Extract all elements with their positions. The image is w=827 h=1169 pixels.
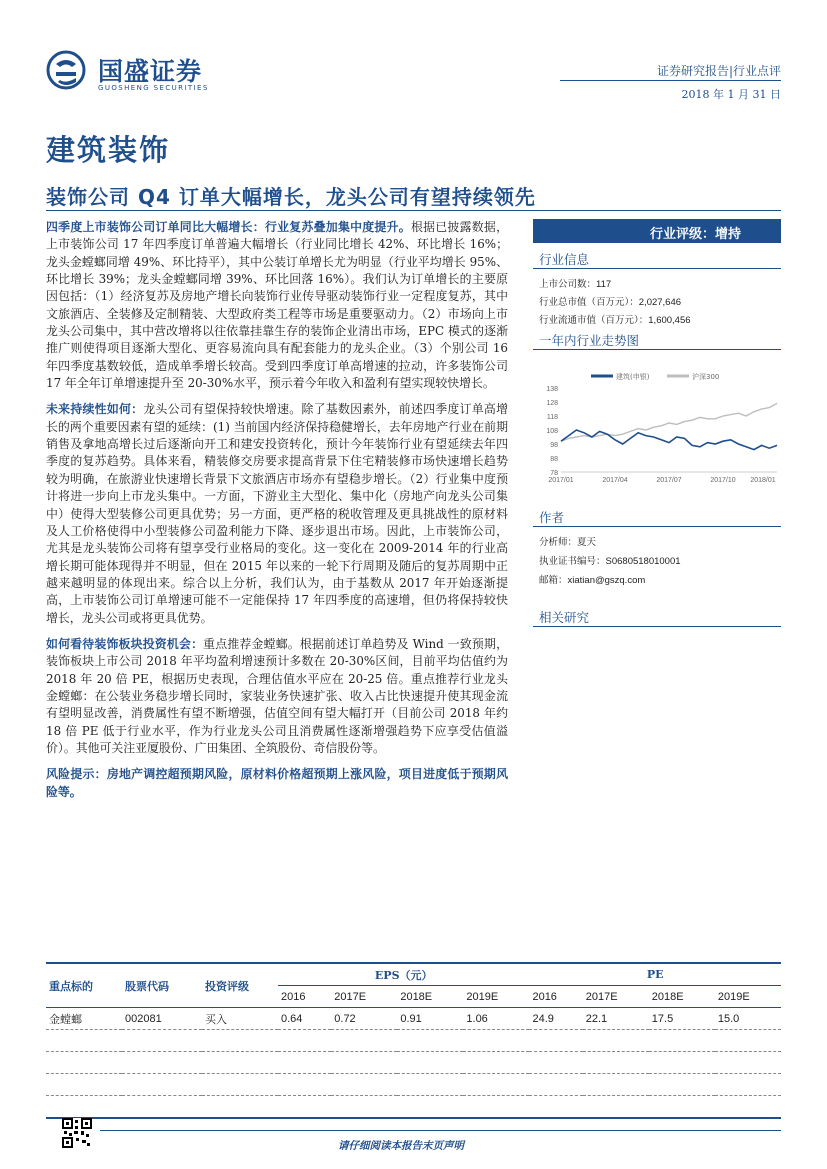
y-tick-label: 138 (546, 386, 558, 393)
th-year: 2019E (466, 990, 499, 1003)
paragraph: 未来持续性如何：龙头公司有望保持较快增速。除了基数因素外，前述四季度订单高增长的两个重要因素有望的延续：(1) 当前国内经济保持稳健增长，去年房地产行业在前期销售及拿地高增长过后逐渐向开工和建安投资转化，预计今年装饰行业有望延续去年四季度的复苏趋势。具体来看，精装修交房要求提高背景下住宅精装修市场快速增长趋势较为明确，在旅游业快速增长背景下文旅酒店市场亦有望稳步增长。（2）行业集中度预计将进一步向上市龙头集中。一方面，下游业主大型化、集中化（房地产向龙头公司集中）使得大型装修公司更具优势；另一方面，更严格的税收管理及更具挑战性的原材料及人工价格使得中小型装修公司盈利能力下降、逐步退出市场。因此，上市装饰公司，尤其是龙头装饰公司将有望享受行业格局的变化。这一变化在 2009-2014 年的行业高增长期可能体现得并不明显，但在 2015 年以来的一轮下行周期及随后的复苏周期中正越来越明显的体现出来。综合以上分析，我们认为，由于基数从 2017 年开始逐渐提高，上市装饰公司订单增速可能不一定能保持 17 年四季度的高速增，但仍将保持较快增长，龙头公司或将更具优势。 (46, 402, 508, 625)
forecast-table (46, 962, 781, 1119)
legend-label: 建筑(申银) (616, 373, 650, 381)
report-type: 证券研究报告|行业点评 (656, 64, 781, 78)
th-stock: 重点标的 (49, 979, 93, 993)
table-row (46, 1074, 781, 1096)
industry-rating: 行业评级：增持 (533, 219, 781, 243)
series-line-jianzhu (561, 430, 777, 450)
logo-name: 国盛证券 (98, 57, 203, 86)
th-year: 2016 (532, 990, 557, 1003)
logo-icon (46, 50, 90, 90)
y-tick-label: 78 (550, 470, 558, 477)
th-year: 2018E (651, 990, 684, 1003)
section-divider (533, 349, 781, 350)
paragraph: 如何看待装饰板块投资机会：重点推荐金螳螂。根据前述订单趋势及 Wind 一致预期，装饰板块上市公司 2018 年平均盈利增速预计多数在 20-30%区间，目前平均估值约为 2018 年 20 倍 PE，根据历史表现，合理估值水平应在 20-25 倍。重点推荐行业龙头金螳螂：在公装业务稳步增长同时，家装业务快速扩张、收入占比快速提升使其现金流有望明显改善，消费属性有望不断增强，估值空间有望大幅打开（目前公司 2018 年约 18 倍 PE 低于行业水平，作为行业龙头公司且消费属性逐渐增强趋势下应享受估值溢价）。其他可关注亚厦股份、广田集团、全筑股份、奇信股份等。 (46, 636, 508, 755)
th-year: 2019E (717, 990, 750, 1003)
trend-title: 一年内行业走势图 (539, 333, 640, 348)
y-tick-label: 88 (550, 456, 558, 463)
footer-note: 请仔细阅读本报告末页声明 (338, 1140, 464, 1152)
x-tick-label: 2017/01 (548, 477, 574, 484)
trend-chart (533, 360, 781, 490)
th-pe: PE (529, 963, 781, 986)
info-row: 行业总市值（百万元）：2,027,646 (539, 297, 682, 308)
author-row: 执业证书编号：S0680518010001 (539, 556, 681, 567)
paragraph: 四季度上市装饰公司订单同比大幅增长：行业复苏叠加集中度提升。根据已披露数据，上市装饰公司 17 年四季度订单普遍大幅增长（行业同比增长 42%、环比增长 16%；龙头金螳螂同增 49%、环比持平），其中公装订单增长尤为明显（行业平均增长 95%、环比增长 39%；龙头金螳螂同增 39%、环比回落 16%）。我们认为订单增长的主要原因包括：（1）经济复苏及房地产增长向装饰行业传导驱动装饰行业一定程度复苏，其中文旅酒店、全装修及定制精装、大型政府类工程等市场是重要驱动力。（2）市场向上市龙头公司集中，其中营改增将以往依靠挂靠生存的装饰企业清出市场，EPC 模式的逐渐推广则使得项目逐渐大型化、更容易流向具有配套能力的龙头企业。（3）个别公司 16 年四季度基数较低，造成单季增长较高。受到四季度订单高增速的拉动，许多装饰公司 17 年全年订单增速提升至 20-30%水平，预示着今年收入和盈利有望实现较快增长。 (46, 220, 508, 391)
info-row: 行业流通市值（百万元）：1,600,456 (539, 315, 691, 326)
header-divider (560, 80, 781, 81)
author-row: 分析师：夏天 (539, 537, 597, 548)
th-year: 2017E (334, 990, 367, 1003)
x-tick-label: 2017/10 (710, 477, 736, 484)
table-row (46, 1030, 781, 1052)
y-tick-label: 98 (550, 442, 558, 449)
author-title: 作者 (539, 510, 565, 525)
body-text (46, 219, 508, 810)
author-row: 邮箱：xiatian@gszq.com (539, 575, 646, 586)
title-divider (46, 210, 781, 211)
info-title: 行业信息 (539, 252, 590, 267)
th-year: 2016 (281, 990, 306, 1003)
th-year: 2018E (400, 990, 433, 1003)
x-tick-label: 2018/01 (750, 477, 776, 484)
section-divider (533, 268, 781, 269)
related-title: 相关研究 (539, 610, 590, 625)
th-rating: 投资评级 (205, 979, 249, 993)
risk-warning: 风险提示：房地产调控超预期风险，原材料价格超预期上涨风险，项目进度低于预期风险等。 (46, 767, 508, 799)
report-date: 2018 年 1 月 31 日 (681, 88, 781, 101)
th-eps: EPS（元） (278, 963, 529, 986)
table-row (46, 1052, 781, 1074)
x-tick-label: 2017/07 (656, 477, 682, 484)
section-divider (533, 626, 781, 627)
info-row: 上市公司数：117 (539, 279, 612, 290)
th-year: 2017E (585, 990, 618, 1003)
y-tick-label: 108 (546, 428, 558, 435)
y-tick-label: 118 (546, 414, 558, 421)
report-title: 装饰公司 Q4 订单大幅增长，龙头公司有望持续领先 (46, 185, 536, 209)
footer-divider (100, 1130, 781, 1131)
industry-title: 建筑装饰 (46, 133, 171, 167)
x-tick-label: 2017/04 (602, 477, 628, 484)
logo-en: GUOSHENG SECURITIES (98, 84, 209, 92)
table-row (46, 1096, 781, 1119)
y-tick-label: 128 (546, 400, 558, 407)
legend-label: 沪深300 (692, 373, 720, 381)
table-row: 金螳螂 002081 买入 0.64 0.72 0.91 1.06 24.9 22.1 17.5 15.0 (46, 1008, 781, 1030)
section-divider (533, 526, 781, 527)
qr-code-icon (62, 1118, 92, 1148)
th-code: 股票代码 (125, 979, 169, 993)
